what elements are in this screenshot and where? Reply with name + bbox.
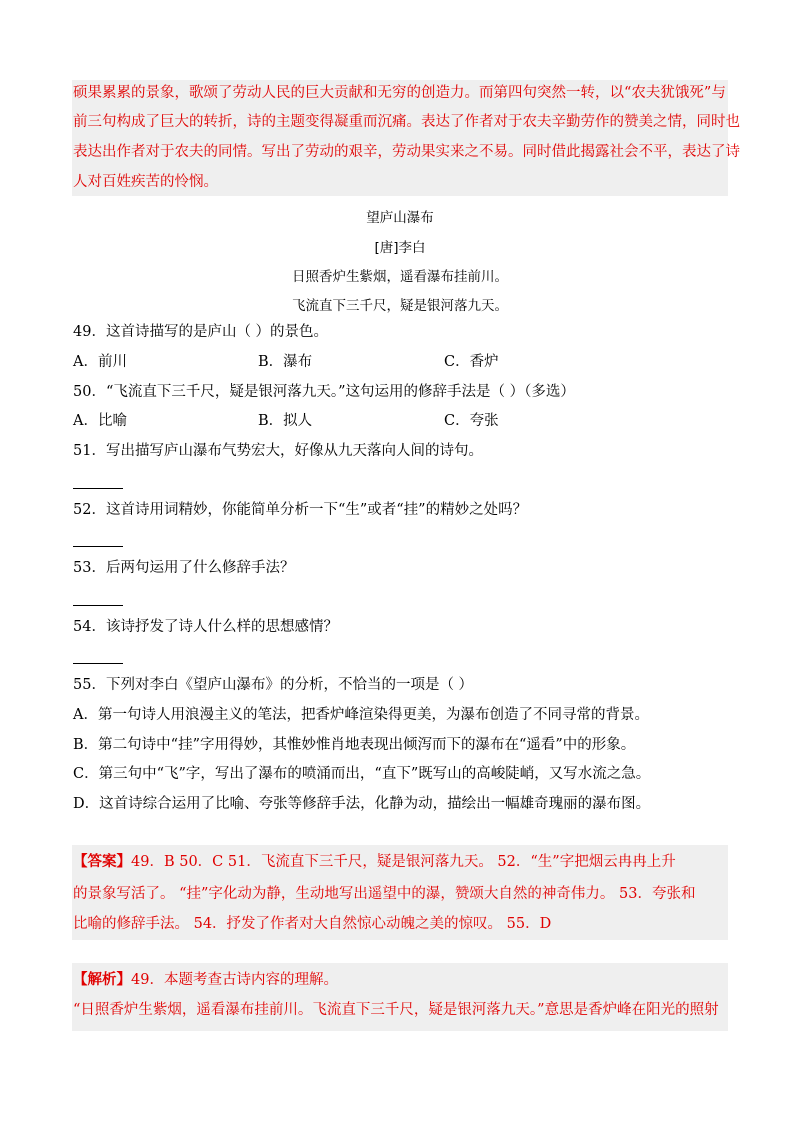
question-51: 51．写出描写庐山瀑布气势宏大，好像从九天落向人间的诗句。	[73, 443, 483, 459]
answer-line-1	[73, 854, 676, 870]
q55-option-d: D．这首诗综合运用了比喻、夸张等修辞手法，化静为动，描绘出一幅雄奇瑰丽的瀑布图。	[73, 796, 651, 812]
q55-option-a: A．第一句诗人用浪漫主义的笔法，把香炉峰渲染得更美，为瀑布创造了不同寻常的背景。	[73, 707, 649, 723]
q50-option-c: C．夸张	[444, 413, 499, 429]
q50-option-b: B．拟人	[258, 413, 313, 429]
question-53: 53．后两句运用了什么修辞手法？	[73, 560, 295, 576]
answer-blank-54	[73, 663, 123, 664]
top-answer-line-1: 硕果累累的景象，歌颂了劳动人民的巨大贡献和无穷的创造力。而第四句突然一转，以“农夫犹饿死”与	[73, 85, 726, 101]
question-50: 50．“飞流直下三千尺，疑是银河落九天。”这句运用的修辞手法是（ ）（多选）	[73, 384, 575, 400]
answer-line-3: 比喻的修辞手法。 54．抒发了作者对大自然惊心动魄之美的惊叹。 55．D	[73, 916, 552, 932]
question-49: 49．这首诗描写的是庐山（ ）的景色。	[73, 324, 329, 340]
q50-option-a: A．比喻	[73, 413, 127, 429]
q49-option-b: B．瀑布	[258, 354, 313, 370]
question-55: 55．下列对李白《望庐山瀑布》的分析，不恰当的一项是（ ）	[73, 677, 474, 693]
q49-option-a: A．前川	[73, 354, 127, 370]
analysis-line-1	[73, 972, 338, 988]
poem-author: [唐]李白	[374, 240, 426, 256]
poem-line-2: 飞流直下三千尺，疑是银河落九天。	[292, 298, 508, 314]
answer-blank-51	[73, 488, 123, 489]
answer-blank-53	[73, 605, 123, 606]
analysis-label: 【解析】	[73, 971, 131, 988]
top-answer-line-2: 前三句构成了巨大的转折，诗的主题变得凝重而沉痛。表达了作者对于农夫辛勤劳作的赞美之情，同时也	[73, 114, 740, 130]
q55-option-b: B．第二句诗中“挂”字用得妙，其惟妙惟肖地表现出倾泻而下的瀑布在“遥看”中的形象。	[73, 737, 636, 753]
answer-label: 【答案】	[73, 853, 131, 870]
top-answer-line-4: 人对百姓疾苦的怜悯。	[73, 174, 218, 190]
answer-text-1: 49．B 50．C 51．飞流直下三千尺，疑是银河落九天。 52．“生”字把烟云冉冉上升	[131, 854, 676, 870]
q55-option-c: C．第三句中“飞”字，写出了瀑布的喷涌而出，“直下”既写山的高峻陡峭，又写水流之急。	[73, 766, 651, 782]
question-52: 52．这首诗用词精妙，你能简单分析一下“生”或者“挂”的精妙之处吗？	[73, 502, 528, 518]
q49-option-c: C．香炉	[444, 354, 499, 370]
poem-title: 望庐山瀑布	[366, 210, 434, 226]
analysis-line-2: “日照香炉生紫烟，遥看瀑布挂前川。飞流直下三千尺，疑是银河落九天。”意思是香炉峰在阳光的照射	[73, 1002, 719, 1018]
analysis-text-1: 49．本题考查古诗内容的理解。	[131, 972, 338, 988]
poem-line-1: 日照香炉生紫烟，遥看瀑布挂前川。	[292, 269, 508, 285]
answer-line-2: 的景象写活了。 “挂”字化动为静，生动地写出遥望中的瀑，赞颂大自然的神奇伟力。 53．夸张和	[73, 886, 696, 902]
answer-blank-52	[73, 546, 123, 547]
top-answer-line-3: 表达出作者对于农夫的同情。写出了劳动的艰辛，劳动果实来之不易。同时借此揭露社会不平，表达了诗	[73, 144, 740, 160]
question-54: 54．该诗抒发了诗人什么样的思想感情？	[73, 619, 338, 635]
